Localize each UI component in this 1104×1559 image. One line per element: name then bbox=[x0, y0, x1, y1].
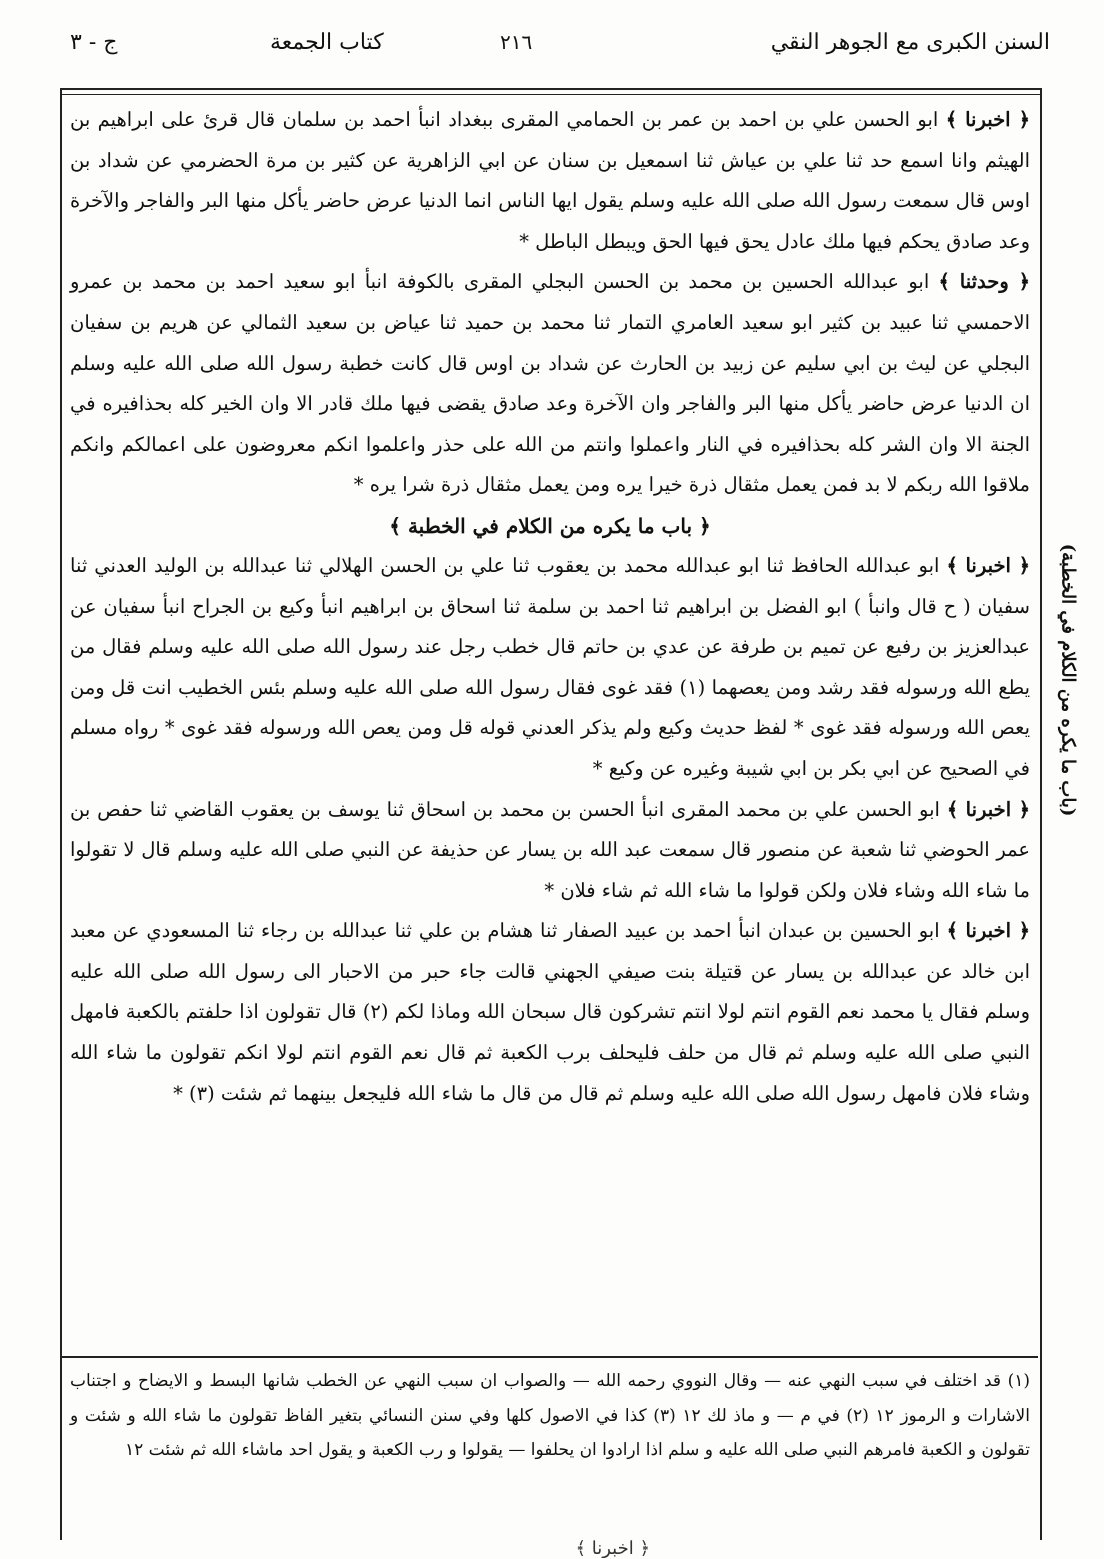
hadith-paragraph bbox=[70, 546, 1030, 790]
footnote-text: (١) قد اختلف في سبب النهي عنه — وقال النووي رحمه الله — والصواب ان سبب النهي عن الخطب شانها البسط و الايضاح و اجتناب الاشارات و الرموز ١٢ (٢) في م — و ماذ لك ١٢ (٣) كذا في الاصول كلها وفي سنن النسائي بتغير الفاظ تقولون ما شاء الله و شئت و تقولون و الكعبة فامرهم النبي صلى الله عليه و سلم اذا ارادوا ان يحلفوا — يقولوا و رب الكعبة و يقول احد ماشاء الله ثم شئت ١٢ bbox=[70, 1371, 1030, 1460]
paragraph-lead: ﴿ اخبرنا ﴾ bbox=[946, 919, 1030, 943]
hadith-paragraph bbox=[70, 100, 1030, 262]
paragraph-text: ابو الحسن علي بن احمد بن عمر بن الحمامي المقرى ببغداد انبأ احمد بن سلمان قال قرئ على ابراهيم بن الهيثم وانا اسمع حد ثنا علي بن عياش ثنا اسمعيل بن سنان عن ابي الزاهرية عن كثير بن مرة الحضرمي عن شداد بن اوس قال سمعت رسول الله صلى الله عليه وسلم يقول ايها الناس انما الدنيا عرض حاضر يأكل منها البر والفاجر والآخرة وعد صادق يحكم فيها ملك عادل يحق فيها الحق ويبطل الباطل * bbox=[70, 108, 1030, 253]
paragraph-lead: ﴿ اخبرنا ﴾ bbox=[946, 553, 1030, 577]
hadith-paragraph bbox=[70, 911, 1030, 1114]
paragraph-text: ابو الحسين بن عبدان انبأ احمد بن عبيد الصفار ثنا هشام بن علي ثنا عبدالله بن رجاء ثنا المسعودي عن معبد ابن خالد عن عبدالله بن يسار عن قتيلة بنت صيفي الجهني قالت جاء حبر من الاحبار الى رسول الله صلى الله عليه وسلم فقال يا محمد نعم القوم انتم لولا انتم تشركون قال سبحان الله وماذا لكم (٢) قال تقولون اذا حلفتم بالكعبة فامهل النبي صلى الله عليه وسلم ثم قال من حلف فليحلف برب الكعبة ثم قال نعم القوم انتم لولا انكم تقولون ما شاء الله وشاء فلان فامهل رسول الله صلى الله عليه وسلم ثم قال من قال ما شاء الله فليجعل بينهما ثم شئت (٣) * bbox=[70, 919, 1030, 1105]
margin-heading bbox=[1040, 420, 1096, 940]
hadith-paragraph bbox=[70, 790, 1030, 912]
cut-line-text: ﴿ اخبرنا ﴾ bbox=[575, 1538, 650, 1558]
running-header bbox=[60, 30, 1050, 86]
paragraph-lead: ﴿ اخبرنا ﴾ bbox=[946, 797, 1030, 821]
volume-label: ج - ٣ bbox=[70, 30, 118, 55]
chapter-title: كتاب الجمعة bbox=[270, 30, 384, 55]
paragraph-text: ابو عبدالله الحسين بن محمد بن الحسن البجلي المقرى بالكوفة انبأ ابو سعيد احمد بن محمد بن عمرو الاحمسي ثنا عبيد بن كثير ابو سعيد العامري التمار ثنا محمد بن حميد ثنا عياض بن سعيد الثمالي عن هريم بن سفيان البجلي عن ليث بن ابي سليم عن زبيد بن الحارث عن شداد بن اوس قال كانت خطبة رسول الله صلى الله عليه وسلم ان الدنيا عرض حاضر يأكل منها البر والفاجر وان الآخرة وعد صادق يقضى فيها ملك قادر الا وان الخير كله بحذافيره في الجنة الا وان الشر كله بحذافيره في النار واعملوا وانتم من الله على حذر واعلموا انكم معروضون على اعمالكم وانكم ملاقوا الله ربكم لا بد فمن يعمل مثقال ذرة خيرا يره ومن يعمل مثقال ذرة شرا يره * bbox=[70, 270, 1030, 497]
footnote-divider bbox=[60, 1356, 1038, 1358]
paragraph-lead: ﴿ وحدثنا ﴾ bbox=[938, 270, 1031, 294]
book-title: السنن الكبرى مع الجوهر النقي bbox=[770, 30, 1050, 55]
hadith-paragraph bbox=[70, 262, 1030, 506]
page-number: ٢١٦ bbox=[500, 30, 533, 54]
margin-heading-text: (باب ما يكره من الكلام في الخطبة) bbox=[1057, 543, 1079, 817]
paragraph-text: ابو الحسن علي بن محمد المقرى انبأ الحسن بن محمد بن اسحاق ثنا يوسف بن يعقوب القاضي ثنا حفص بن عمر الحوضي ثنا شعبة عن منصور قال سمعت عبد الله بن يسار عن حذيفة عن النبي صلى الله عليه وسلم قال لا تقولوا ما شاء الله وشاء فلان ولكن قولوا ما شاء الله ثم شاء فلان * bbox=[70, 797, 1030, 902]
footnotes bbox=[70, 1364, 1030, 1468]
paragraph-text: ابو عبدالله الحافظ ثنا ابو عبدالله محمد بن يعقوب ثنا علي بن الحسن الهلالي ثنا عبدالله بن الوليد العدني ثنا سفيان ( ح قال وانبأ ) ابو الفضل بن ابراهيم ثنا احمد بن سلمة ثنا اسحاق بن ابراهيم انبأ وكيع بن الجراح انبأ سفيان عن عبدالعزيز بن رفيع عن تميم بن طرفة عن عدي بن حاتم قال خطب رجل عند رسول الله صلى الله عليه وسلم فقال من يطع الله ورسوله فقد رشد ومن يعصهما (١) فقد غوى فقال رسول الله صلى الله عليه وسلم بئس الخطيب انت قل ومن يعص الله ورسوله فقد غوى * لفظ حديث وكيع ولم يذكر العدني قوله قل ومن يعص الله ورسوله فقد غوى * رواه مسلم في الصحيح عن ابي بكر بن ابي شيبة وغيره عن وكيع * bbox=[70, 553, 1030, 780]
paragraph-lead: ﴿ اخبرنا ﴾ bbox=[945, 108, 1030, 131]
frame-double-rule bbox=[62, 94, 1040, 95]
main-text bbox=[70, 100, 1030, 1114]
section-heading: ﴿ باب ما يكره من الكلام في الخطبة ﴾ bbox=[389, 513, 711, 538]
next-page-cut-text bbox=[90, 1538, 650, 1558]
